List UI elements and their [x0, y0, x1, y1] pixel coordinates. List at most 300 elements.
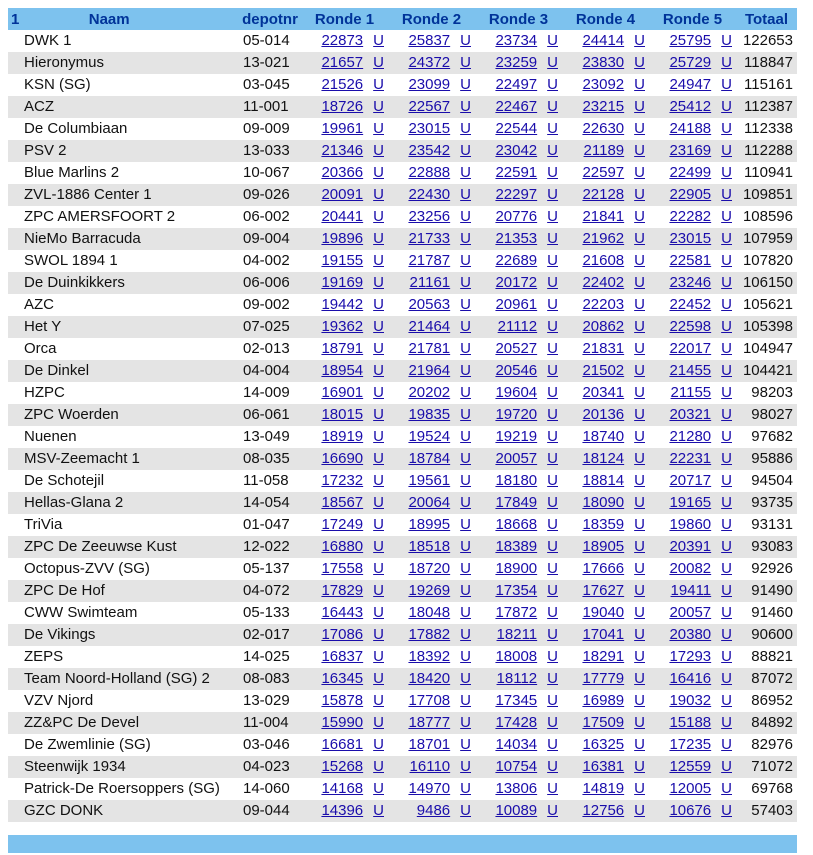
round-1-score-link[interactable]	[321, 604, 384, 621]
round-1-score-link[interactable]	[321, 164, 384, 181]
score-suffix: U	[721, 208, 732, 225]
round-5-score-link[interactable]	[669, 802, 732, 819]
round-2-score-link[interactable]	[408, 494, 471, 511]
round-4-score-link[interactable]	[582, 406, 645, 423]
score-suffix: U	[460, 780, 471, 797]
round-5-cell	[649, 624, 736, 646]
total-score: 88821	[751, 648, 793, 665]
round-1-cell	[301, 646, 388, 668]
score-suffix: U	[460, 274, 471, 291]
round-1-score-link[interactable]	[321, 274, 384, 291]
table-row	[8, 514, 797, 536]
round-5-score-link[interactable]	[669, 626, 732, 643]
round-5-score-link[interactable]	[669, 758, 732, 775]
round-3-score-link[interactable]	[495, 538, 558, 555]
score-value: 20091	[321, 186, 364, 203]
score-value: 21781	[408, 340, 451, 357]
round-1-score-link[interactable]	[321, 208, 384, 225]
score-suffix: U	[460, 120, 471, 137]
round-1-score-link[interactable]	[321, 76, 384, 93]
round-2-score-link[interactable]	[408, 670, 471, 687]
round-5-score-link[interactable]	[669, 494, 732, 511]
team-name: De Columbiaan	[24, 120, 128, 137]
team-name: HZPC	[24, 384, 65, 401]
round-4-score-link[interactable]	[582, 98, 645, 115]
round-5-score-link[interactable]	[669, 274, 732, 291]
round-1-score-link[interactable]	[321, 692, 384, 709]
round-2-score-link[interactable]	[408, 384, 471, 401]
score-value: 21733	[408, 230, 451, 247]
header-ronde-2[interactable]: Ronde 2	[401, 10, 462, 28]
round-1-cell	[301, 118, 388, 140]
round-2-cell	[388, 74, 475, 96]
round-4-score-link[interactable]	[582, 472, 645, 489]
round-4-score-link[interactable]	[582, 252, 645, 269]
round-1-score-link[interactable]	[321, 758, 384, 775]
round-3-score-link[interactable]	[495, 428, 558, 445]
score-value: 22888	[408, 164, 451, 181]
round-1-score-link[interactable]	[321, 802, 384, 819]
round-1-score-link[interactable]	[321, 428, 384, 445]
round-3-score-link[interactable]	[495, 32, 558, 49]
header-naam[interactable]: Naam	[88, 10, 130, 28]
score-suffix: U	[721, 318, 732, 335]
table-row	[8, 52, 797, 74]
round-2-cell	[388, 712, 475, 734]
score-suffix: U	[634, 802, 645, 819]
round-3-score-link[interactable]	[497, 670, 558, 687]
round-4-score-link[interactable]	[582, 582, 645, 599]
round-2-cell	[388, 118, 475, 140]
round-1-score-link[interactable]	[321, 252, 384, 269]
score-value: 22567	[408, 98, 451, 115]
round-3-score-link[interactable]	[495, 142, 558, 159]
round-1-score-link[interactable]	[321, 582, 384, 599]
round-4-score-link[interactable]	[582, 428, 645, 445]
round-1-score-link[interactable]	[321, 736, 384, 753]
score-suffix: U	[634, 758, 645, 775]
header-ronde-3[interactable]: Ronde 3	[488, 10, 549, 28]
score-suffix: U	[547, 538, 558, 555]
round-2-score-link[interactable]	[408, 54, 471, 71]
round-2-score-link[interactable]	[408, 692, 471, 709]
header-rank[interactable]: 1	[11, 10, 20, 28]
round-4-score-link[interactable]	[582, 318, 645, 335]
round-2-score-link[interactable]	[408, 164, 471, 181]
round-2-score-link[interactable]	[408, 76, 471, 93]
round-1-cell	[301, 448, 388, 470]
depot-number: 06-006	[243, 274, 290, 291]
round-4-score-link[interactable]	[582, 230, 645, 247]
team-name: De Zwemlinie (SG)	[24, 736, 151, 753]
score-value: 24188	[669, 120, 712, 137]
round-1-score-link[interactable]	[321, 32, 384, 49]
round-3-score-link[interactable]	[497, 626, 558, 643]
round-3-score-link[interactable]	[495, 692, 558, 709]
team-name: ZPC Woerden	[24, 406, 119, 423]
team-name: De Dinkel	[24, 362, 90, 379]
round-4-score-link[interactable]	[582, 802, 645, 819]
round-2-score-link[interactable]	[408, 736, 471, 753]
round-2-score-link[interactable]	[408, 186, 471, 203]
table-row	[8, 228, 797, 250]
round-2-score-link[interactable]	[408, 428, 471, 445]
round-4-score-link[interactable]	[582, 670, 645, 687]
round-3-score-link[interactable]	[495, 516, 558, 533]
score-value: 23830	[582, 54, 625, 71]
round-2-score-link[interactable]	[408, 340, 471, 357]
round-3-cell	[475, 338, 562, 360]
round-2-score-link[interactable]	[408, 516, 471, 533]
round-5-score-link[interactable]	[671, 384, 732, 401]
round-1-score-link[interactable]	[321, 538, 384, 555]
round-4-score-link[interactable]	[582, 560, 645, 577]
round-5-cell	[649, 646, 736, 668]
score-value: 19835	[408, 406, 451, 423]
round-1-score-link[interactable]	[321, 318, 384, 335]
round-4-score-link[interactable]	[582, 76, 645, 93]
round-2-score-link[interactable]	[408, 406, 471, 423]
round-1-score-link[interactable]	[321, 494, 384, 511]
round-5-score-link[interactable]	[669, 362, 732, 379]
round-1-score-link[interactable]	[321, 516, 384, 533]
round-5-score-link[interactable]	[669, 604, 732, 621]
depot-number: 14-060	[243, 780, 290, 797]
round-3-score-link[interactable]	[495, 120, 558, 137]
round-3-score-link[interactable]	[495, 780, 558, 797]
round-4-score-link[interactable]	[582, 626, 645, 643]
score-value: 20366	[321, 164, 364, 181]
round-2-score-link[interactable]	[408, 604, 471, 621]
header-ronde-4[interactable]: Ronde 4	[575, 10, 636, 28]
round-2-score-link[interactable]	[408, 582, 471, 599]
header-rank-naam-cell	[8, 8, 239, 30]
total-score: 91490	[751, 582, 793, 599]
total-score: 105621	[742, 296, 793, 313]
score-suffix: U	[634, 648, 645, 665]
round-3-score-link[interactable]	[495, 296, 558, 313]
score-suffix: U	[373, 32, 384, 49]
round-4-score-link[interactable]	[582, 362, 645, 379]
score-suffix: U	[721, 406, 732, 423]
round-2-score-link[interactable]	[408, 714, 471, 731]
round-1-score-link[interactable]	[321, 780, 384, 797]
round-2-cell	[388, 646, 475, 668]
round-3-score-link[interactable]	[495, 340, 558, 357]
round-3-score-link[interactable]	[495, 736, 558, 753]
round-3-score-link[interactable]	[495, 582, 558, 599]
round-3-score-link[interactable]	[495, 230, 558, 247]
table-row	[8, 426, 797, 448]
round-2-score-link[interactable]	[408, 208, 471, 225]
table-row	[8, 448, 797, 470]
score-value: 23246	[669, 274, 712, 291]
round-4-score-link[interactable]	[582, 780, 645, 797]
depot-number: 03-045	[243, 76, 290, 93]
round-4-score-link[interactable]	[582, 384, 645, 401]
depot-number: 02-017	[243, 626, 290, 643]
round-5-cell	[649, 404, 736, 426]
team-name: Team Noord-Holland (SG) 2	[24, 670, 210, 687]
score-suffix: U	[634, 626, 645, 643]
round-1-score-link[interactable]	[321, 230, 384, 247]
round-3-cell	[475, 316, 562, 338]
round-3-score-link[interactable]	[495, 54, 558, 71]
round-4-cell	[562, 668, 649, 690]
round-4-score-link[interactable]	[582, 296, 645, 313]
round-1-score-link[interactable]	[321, 340, 384, 357]
round-3-cell	[475, 96, 562, 118]
round-5-cell	[649, 712, 736, 734]
round-5-score-link[interactable]	[669, 428, 732, 445]
round-1-score-link[interactable]	[321, 472, 384, 489]
score-suffix: U	[373, 406, 384, 423]
round-4-score-link[interactable]	[582, 648, 645, 665]
score-suffix: U	[547, 164, 558, 181]
round-1-cell	[301, 624, 388, 646]
round-3-score-link[interactable]	[495, 560, 558, 577]
score-value: 23099	[408, 76, 451, 93]
round-3-score-link[interactable]	[495, 274, 558, 291]
score-value: 20057	[495, 450, 538, 467]
round-2-score-link[interactable]	[408, 450, 471, 467]
round-5-score-link[interactable]	[669, 164, 732, 181]
round-1-score-link[interactable]	[321, 120, 384, 137]
round-3-score-link[interactable]	[495, 648, 558, 665]
score-suffix: U	[373, 208, 384, 225]
total-score: 82976	[751, 736, 793, 753]
header-ronde-5[interactable]: Ronde 5	[662, 10, 723, 28]
team-name: Hieronymus	[24, 54, 105, 71]
round-5-cell	[649, 360, 736, 382]
round-1-score-link[interactable]	[321, 560, 384, 577]
round-3-score-link[interactable]	[495, 164, 558, 181]
score-suffix: U	[547, 692, 558, 709]
round-4-score-link[interactable]	[582, 54, 645, 71]
round-4-score-link[interactable]	[582, 516, 645, 533]
round-3-cell	[475, 448, 562, 470]
round-3-score-link[interactable]	[495, 384, 558, 401]
round-2-score-link[interactable]	[408, 648, 471, 665]
round-5-score-link[interactable]	[669, 516, 732, 533]
round-4-score-link[interactable]	[582, 274, 645, 291]
round-5-score-link[interactable]	[669, 120, 732, 137]
round-3-score-link[interactable]	[495, 714, 558, 731]
round-3-score-link[interactable]	[495, 494, 558, 511]
round-5-cell	[649, 294, 736, 316]
round-5-score-link[interactable]	[669, 142, 732, 159]
score-suffix: U	[721, 560, 732, 577]
round-2-score-link[interactable]	[408, 362, 471, 379]
round-4-score-link[interactable]	[582, 32, 645, 49]
round-5-score-link[interactable]	[669, 472, 732, 489]
round-4-score-link[interactable]	[582, 736, 645, 753]
round-4-score-link[interactable]	[582, 692, 645, 709]
round-3-score-link[interactable]	[495, 406, 558, 423]
round-5-score-link[interactable]	[669, 714, 732, 731]
round-3-score-link[interactable]	[495, 362, 558, 379]
round-3-score-link[interactable]	[495, 252, 558, 269]
round-1-score-link[interactable]	[321, 384, 384, 401]
round-2-score-link[interactable]	[408, 560, 471, 577]
score-value: 22873	[321, 32, 364, 49]
score-suffix: U	[460, 32, 471, 49]
round-4-cell	[562, 316, 649, 338]
team-name: Hellas-Glana 2	[24, 494, 124, 511]
score-suffix: U	[460, 208, 471, 225]
round-3-score-link[interactable]	[495, 450, 558, 467]
round-1-score-link[interactable]	[321, 406, 384, 423]
round-3-score-link[interactable]	[495, 98, 558, 115]
score-value: 22017	[669, 340, 712, 357]
round-3-score-link[interactable]	[495, 472, 558, 489]
total-score: 107820	[742, 252, 793, 269]
round-5-score-link[interactable]	[669, 54, 732, 71]
round-2-score-link[interactable]	[408, 98, 471, 115]
round-3-score-link[interactable]	[495, 604, 558, 621]
round-4-score-link[interactable]	[582, 340, 645, 357]
round-4-score-link[interactable]	[582, 494, 645, 511]
round-5-score-link[interactable]	[669, 560, 732, 577]
round-2-cell	[388, 294, 475, 316]
depot-number: 13-049	[243, 428, 290, 445]
score-value: 22544	[495, 120, 538, 137]
team-name: NieMo Barracuda	[24, 230, 141, 247]
round-5-score-link[interactable]	[669, 450, 732, 467]
round-1-score-link[interactable]	[321, 626, 384, 643]
round-3-cell	[475, 294, 562, 316]
round-2-score-link[interactable]	[408, 626, 471, 643]
score-value: 17345	[495, 692, 538, 709]
round-5-score-link[interactable]	[669, 648, 732, 665]
round-2-score-link[interactable]	[408, 120, 471, 137]
round-3-cell	[475, 382, 562, 404]
round-1-score-link[interactable]	[321, 98, 384, 115]
round-4-score-link[interactable]	[582, 208, 645, 225]
round-3-score-link[interactable]	[495, 76, 558, 93]
round-4-score-link[interactable]	[582, 604, 645, 621]
score-value: 18048	[408, 604, 451, 621]
round-2-score-link[interactable]	[408, 296, 471, 313]
score-value: 14819	[582, 780, 625, 797]
table-row	[8, 360, 797, 382]
total-score: 93083	[751, 538, 793, 555]
round-2-score-link[interactable]	[408, 252, 471, 269]
round-2-cell	[388, 536, 475, 558]
round-1-score-link[interactable]	[321, 362, 384, 379]
round-4-score-link[interactable]	[582, 714, 645, 731]
round-1-score-link[interactable]	[321, 186, 384, 203]
round-5-score-link[interactable]	[669, 538, 732, 555]
round-1-score-link[interactable]	[321, 142, 384, 159]
round-4-score-link[interactable]	[582, 758, 645, 775]
score-value: 17354	[495, 582, 538, 599]
round-5-score-link[interactable]	[669, 670, 732, 687]
round-3-cell	[475, 426, 562, 448]
score-suffix: U	[634, 560, 645, 577]
round-2-score-link[interactable]	[408, 472, 471, 489]
round-5-score-link[interactable]	[669, 296, 732, 313]
round-5-score-link[interactable]	[669, 736, 732, 753]
round-5-score-link[interactable]	[669, 780, 732, 797]
round-5-score-link[interactable]	[669, 98, 732, 115]
round-4-score-link[interactable]	[582, 186, 645, 203]
round-4-score-link[interactable]	[582, 120, 645, 137]
header-totaal[interactable]: Totaal	[744, 10, 789, 28]
round-2-score-link[interactable]	[408, 780, 471, 797]
round-5-score-link[interactable]	[669, 340, 732, 357]
score-value: 19219	[495, 428, 538, 445]
round-5-score-link[interactable]	[669, 208, 732, 225]
score-value: 19040	[582, 604, 625, 621]
round-5-score-link[interactable]	[669, 230, 732, 247]
round-5-score-link[interactable]	[671, 582, 732, 599]
score-suffix: U	[460, 670, 471, 687]
round-1-score-link[interactable]	[321, 648, 384, 665]
round-1-score-link[interactable]	[321, 450, 384, 467]
round-3-score-link[interactable]	[495, 208, 558, 225]
score-suffix: U	[721, 626, 732, 643]
round-2-score-link[interactable]	[408, 230, 471, 247]
round-5-score-link[interactable]	[669, 406, 732, 423]
score-suffix: U	[634, 692, 645, 709]
total-score: 86952	[751, 692, 793, 709]
score-suffix: U	[634, 406, 645, 423]
round-3-score-link[interactable]	[495, 186, 558, 203]
score-value: 21608	[582, 252, 625, 269]
round-4-score-link[interactable]	[582, 450, 645, 467]
score-suffix: U	[373, 714, 384, 731]
header-ronde-1[interactable]: Ronde 1	[314, 10, 375, 28]
header-depotnr[interactable]: depotnr	[242, 10, 298, 28]
round-5-score-link[interactable]	[669, 186, 732, 203]
score-suffix: U	[460, 516, 471, 533]
round-3-cell	[475, 602, 562, 624]
round-3-score-link[interactable]	[495, 758, 558, 775]
round-5-score-link[interactable]	[669, 318, 732, 335]
round-4-score-link[interactable]	[584, 142, 645, 159]
round-5-score-link[interactable]	[669, 76, 732, 93]
round-1-score-link[interactable]	[321, 714, 384, 731]
round-2-score-link[interactable]	[408, 142, 471, 159]
round-2-score-link[interactable]	[408, 318, 471, 335]
round-5-score-link[interactable]	[669, 252, 732, 269]
round-4-score-link[interactable]	[582, 164, 645, 181]
round-2-score-link[interactable]	[408, 538, 471, 555]
round-3-score-link[interactable]	[498, 318, 558, 335]
round-2-score-link[interactable]	[410, 758, 471, 775]
round-5-score-link[interactable]	[669, 692, 732, 709]
round-1-score-link[interactable]	[321, 54, 384, 71]
team-name: ZPC De Zeeuwse Kust	[24, 538, 177, 555]
round-1-score-link[interactable]	[321, 296, 384, 313]
team-name: ZPC De Hof	[24, 582, 105, 599]
round-2-score-link[interactable]	[410, 274, 471, 291]
round-3-cell	[475, 228, 562, 250]
round-1-score-link[interactable]	[321, 670, 384, 687]
score-value: 22597	[582, 164, 625, 181]
round-3-score-link[interactable]	[495, 802, 558, 819]
round-5-score-link[interactable]	[669, 32, 732, 49]
table-row	[8, 162, 797, 184]
round-2-score-link[interactable]	[408, 32, 471, 49]
round-3-cell	[475, 272, 562, 294]
score-value: 17666	[582, 560, 625, 577]
table-row	[8, 470, 797, 492]
round-4-score-link[interactable]	[582, 538, 645, 555]
round-4-cell	[562, 184, 649, 206]
round-2-score-link[interactable]	[417, 802, 471, 819]
